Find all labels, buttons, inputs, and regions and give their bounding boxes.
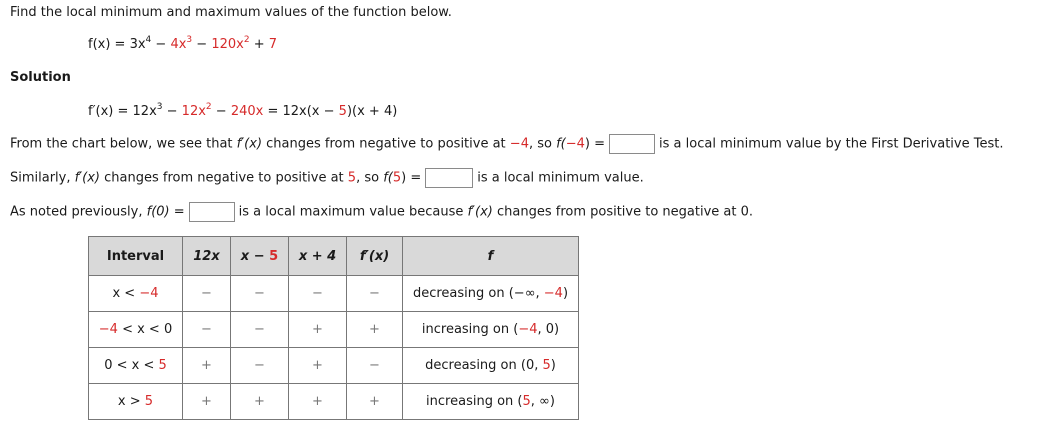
line1-text-e: is a local minimum value by the First Derivative Test. — [659, 136, 1004, 152]
sign-cell: − — [231, 348, 289, 384]
function-term3: 120x — [211, 37, 244, 52]
answer-box-f-0[interactable] — [189, 202, 235, 222]
line-local-min-1 — [10, 134, 1003, 154]
sign-chart-table — [88, 236, 579, 420]
interval-cell: x > 5 — [89, 384, 183, 420]
interval-cell: 0 < x < 5 — [89, 348, 183, 384]
sign-cell: + — [231, 384, 289, 420]
function-term4: 7 — [268, 37, 278, 52]
sign-cell: − — [183, 276, 231, 312]
line2-text-d: ) = — [401, 170, 422, 186]
sign-cell: − — [231, 312, 289, 348]
line1-neg4b: −4 — [565, 136, 585, 152]
line3-fprime: f′(x) — [467, 204, 493, 220]
sign-cell: − — [289, 276, 347, 312]
line2-five2: 5 — [392, 170, 402, 186]
table-row — [89, 348, 579, 384]
line-local-max — [10, 202, 753, 222]
sign-cell: + — [347, 312, 403, 348]
table-row — [89, 276, 579, 312]
function-definition — [88, 37, 277, 53]
behavior-cell: increasing on (−4, 0) — [403, 312, 579, 348]
line1-text-b: changes from negative to positive at — [262, 136, 510, 152]
line3-f: f(0) = — [146, 204, 185, 220]
line2-text-e: is a local minimum value. — [477, 170, 644, 186]
sign-cell: + — [183, 348, 231, 384]
line2-f: f( — [383, 170, 393, 186]
derivative-rest: = 12x(x − — [263, 104, 339, 119]
header-f: f — [403, 237, 579, 276]
sign-cell: − — [347, 276, 403, 312]
answer-box-f-neg4[interactable] — [609, 134, 655, 154]
derivative-term2: 12x — [181, 104, 206, 119]
derivative-five: 5 — [338, 104, 347, 119]
sign-cell: − — [347, 348, 403, 384]
function-lhs: f(x) = 3x — [88, 37, 146, 52]
derivative-sep2: − — [211, 104, 231, 119]
line1-neg4: −4 — [509, 136, 529, 152]
derivative-lhs: f′(x) = 12x — [88, 104, 157, 119]
table-row — [89, 384, 579, 420]
function-term2: 4x — [170, 37, 187, 52]
sign-cell: + — [289, 384, 347, 420]
header-interval: Interval — [89, 237, 183, 276]
derivative-term3: 240x — [230, 104, 264, 119]
derivative-tail: )(x + 4) — [346, 104, 398, 119]
line3-text-c: changes from positive to negative at 0. — [492, 204, 754, 220]
sign-cell: + — [289, 348, 347, 384]
line2-five: 5 — [347, 170, 357, 186]
problem-prompt: Find the local minimum and maximum values of the function below. — [10, 5, 452, 20]
table-header-row — [89, 237, 579, 276]
sign-cell: + — [347, 384, 403, 420]
header-x-minus-5: x − 5 — [231, 237, 289, 276]
solution-heading: Solution — [10, 70, 71, 85]
header-12x: 12x — [183, 237, 231, 276]
line-local-min-2 — [10, 168, 644, 188]
sign-cell: − — [183, 312, 231, 348]
answer-box-f-5[interactable] — [425, 168, 473, 188]
function-exp2: 3 — [186, 35, 193, 45]
derivative-equation — [88, 104, 397, 120]
behavior-cell: decreasing on (0, 5) — [403, 348, 579, 384]
function-sep1: − — [151, 37, 171, 52]
behavior-cell: decreasing on (−∞, −4) — [403, 276, 579, 312]
line2-text-a: Similarly, — [10, 170, 75, 186]
sign-cell: + — [183, 384, 231, 420]
line1-text-c: , so — [528, 136, 557, 152]
function-sep2: − — [192, 37, 212, 52]
line2-fprime: f′(x) — [74, 170, 101, 186]
line1-text-d: ) = — [584, 136, 606, 152]
line2-text-b: changes from negative to positive at — [100, 170, 348, 186]
behavior-cell: increasing on (5, ∞) — [403, 384, 579, 420]
line1-fprime: f′(x) — [236, 136, 263, 152]
line3-text-a: As noted previously, — [10, 204, 147, 220]
sign-cell: + — [289, 312, 347, 348]
function-sep3: + — [249, 37, 269, 52]
line3-text-b: is a local maximum value because — [238, 204, 468, 220]
line1-f: f( — [556, 136, 566, 152]
derivative-exp2: 2 — [205, 102, 212, 112]
sign-cell: − — [231, 276, 289, 312]
function-exp1: 4 — [145, 35, 152, 45]
header-fprime: f′(x) — [347, 237, 403, 276]
function-exp3: 2 — [243, 35, 250, 45]
interval-cell: −4 < x < 0 — [89, 312, 183, 348]
header-x-plus-4: x + 4 — [289, 237, 347, 276]
line1-text-a: From the chart below, we see that — [10, 136, 237, 152]
table-row — [89, 312, 579, 348]
derivative-sep1: − — [162, 104, 182, 119]
derivative-exp1: 3 — [156, 102, 163, 112]
interval-cell: x < −4 — [89, 276, 183, 312]
line2-text-c: , so — [356, 170, 384, 186]
